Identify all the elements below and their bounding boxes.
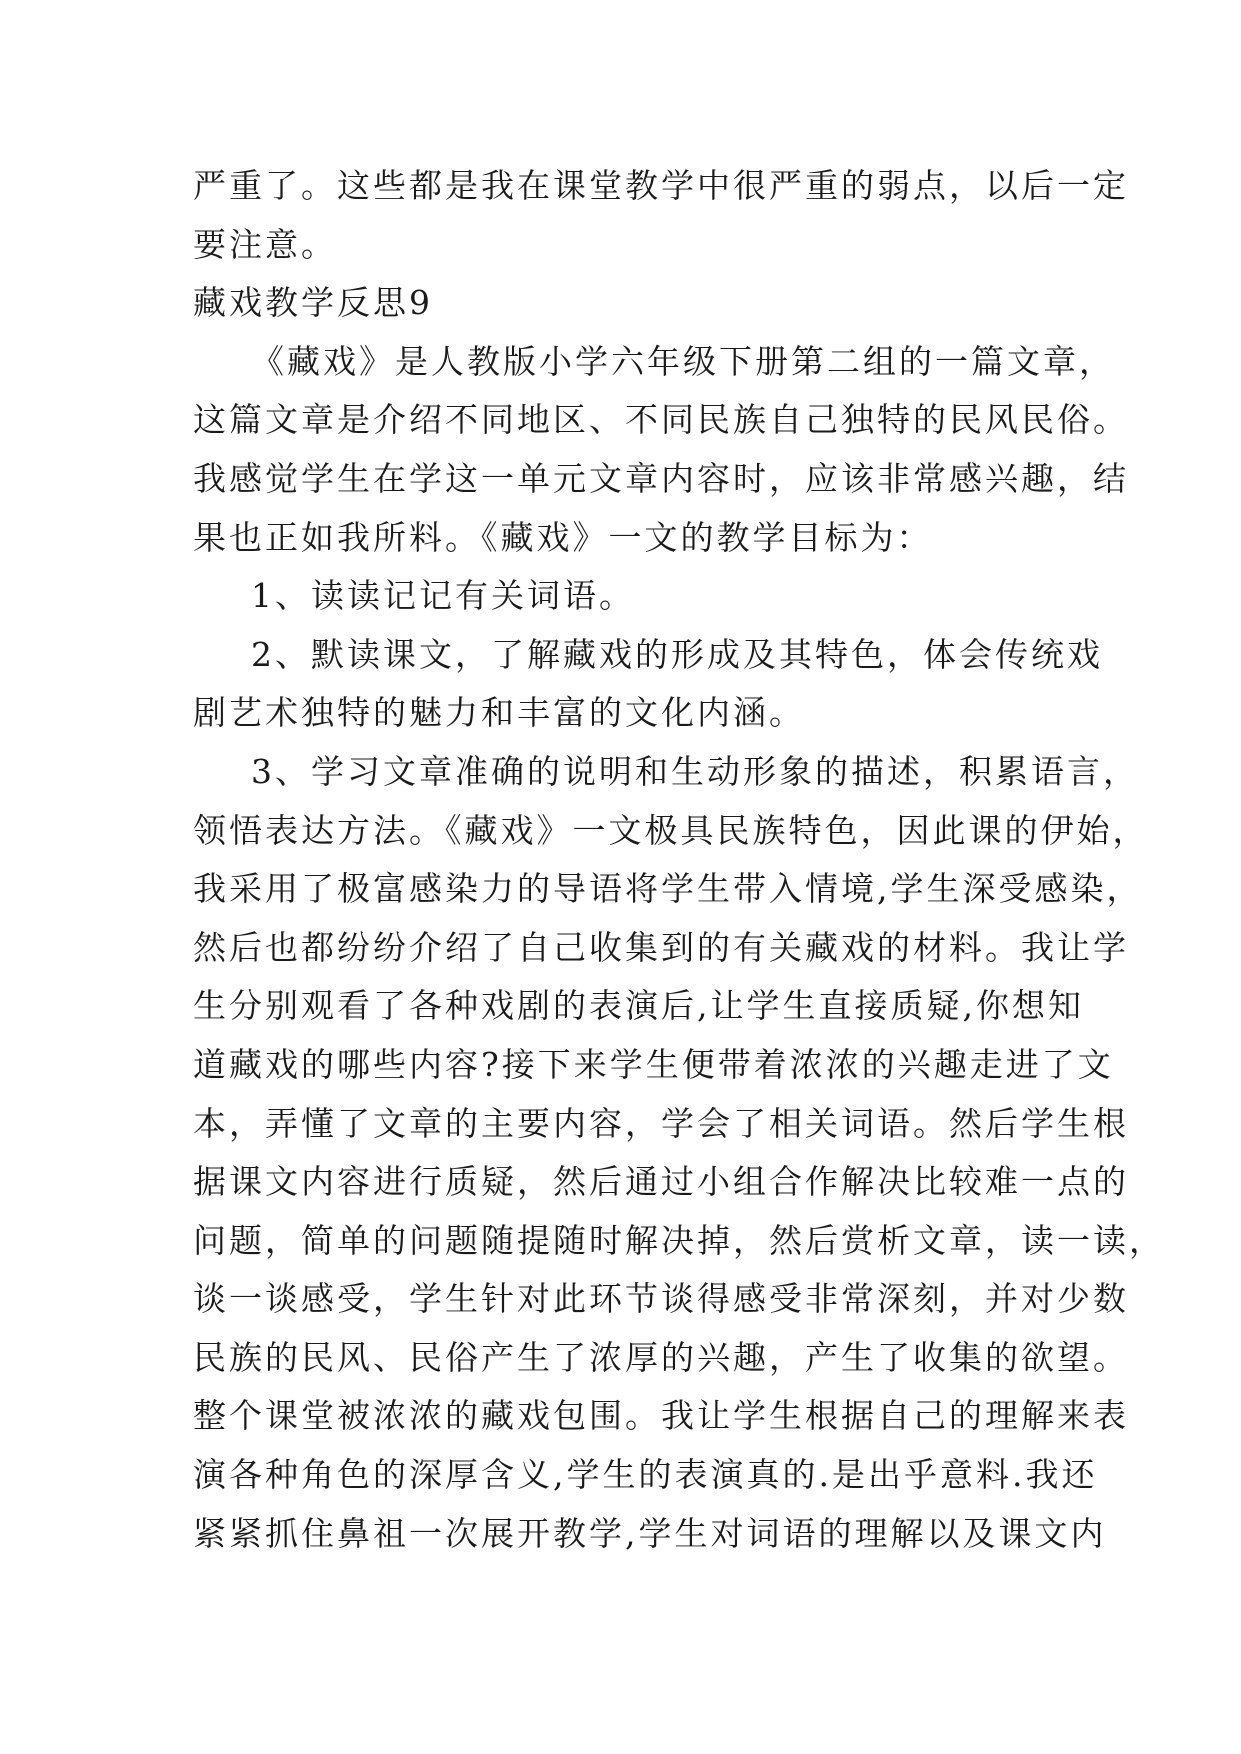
- text-line: 生分别观看了各种戏剧的表演后,让学生直接质疑,你想知: [193, 986, 1084, 1026]
- text-line: 要注意。: [193, 224, 337, 264]
- text-line: 剧艺术独特的魅力和丰富的文化内涵。: [193, 693, 805, 733]
- text-line: 本，弄懂了文章的主要内容，学会了相关词语。然后学生根: [193, 1103, 1129, 1143]
- text-line: 《藏戏》是人教版小学六年级下册第二组的一篇文章，: [251, 341, 1115, 381]
- text-line: 然后也都纷纷介绍了自己收集到的有关藏戏的材料。我让学: [193, 927, 1129, 967]
- text-line: 道藏戏的哪些内容?接下来学生便带着浓浓的兴趣走进了文: [193, 1044, 1114, 1084]
- text-line: 演各种角色的深厚含义,学生的表演真的.是出乎意料.我还: [193, 1455, 1098, 1495]
- text-line: 领悟表达方法。《藏戏》一文极具民族特色，因此课的伊始，: [193, 810, 1149, 850]
- list-item: 3、学习文章准确的说明和生动形象的描述，积累语言，: [251, 751, 1139, 791]
- text-line: 整个课堂被浓浓的藏戏包围。我让学生根据自己的理解来表: [193, 1396, 1129, 1436]
- text-line: 严重了。这些都是我在课堂教学中很严重的弱点，以后一定: [193, 166, 1129, 205]
- text-line: 果也正如我所料。《藏戏》一文的教学目标为：: [193, 517, 933, 557]
- section-heading: 藏戏教学反思9: [193, 283, 433, 323]
- list-item: 2、默读课文，了解藏戏的形成及其特色，体会传统戏: [251, 634, 1103, 674]
- text-line: 我采用了极富感染力的导语将学生带入情境,学生深受感染，: [193, 869, 1143, 909]
- text-line: 民族的民风、民俗产生了浓厚的兴趣，产生了收集的欲望。: [193, 1337, 1129, 1377]
- text-line: 我感觉学生在学这一单元文章内容时，应该非常感兴趣，结: [193, 458, 1129, 498]
- text-line: 这篇文章是介绍不同地区、不同民族自己独特的民风民俗。: [193, 400, 1129, 440]
- document-body: [193, 157, 1165, 1563]
- text-line: 据课文内容进行质疑，然后通过小组合作解决比较难一点的: [193, 1162, 1129, 1202]
- text-line: 问题，简单的问题随提随时解决掉，然后赏析文章，读一读，: [193, 1220, 1165, 1260]
- list-item: 1、读读记记有关词语。: [251, 576, 635, 616]
- text-line: 紧紧抓住鼻祖一次展开教学,学生对词语的理解以及课文内: [193, 1513, 1107, 1553]
- text-line: 谈一谈感受，学生针对此环节谈得感受非常深刻，并对少数: [193, 1279, 1129, 1319]
